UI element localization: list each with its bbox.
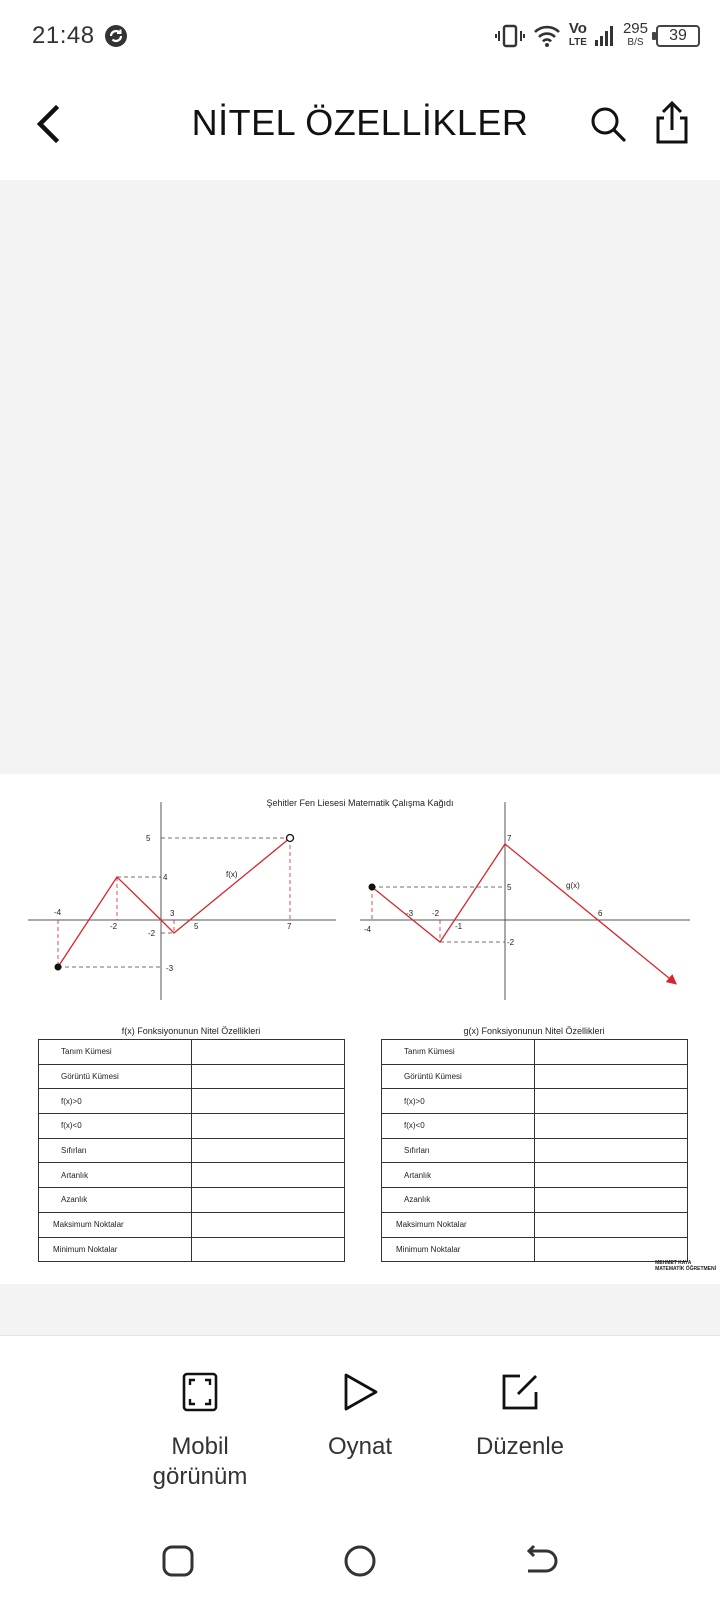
table-row [39,1212,345,1237]
g-tick-x-m4: -4 [364,925,372,934]
share-icon[interactable] [650,100,694,146]
row-label: Maksimum Noktalar [382,1212,535,1237]
nav-back-icon[interactable] [520,1541,560,1581]
signal-icon [595,25,615,47]
row-label: Görüntü Kümesi [382,1064,535,1089]
f-tick-x-7: 7 [287,922,292,931]
system-nav-bar [0,1505,720,1612]
f-tick-x-m4: -4 [54,908,62,917]
status-bar [0,0,720,72]
f-tick-y-4: 4 [163,873,168,882]
row-label: f(x)>0 [39,1089,192,1114]
table-row [39,1064,345,1089]
answer-cell [535,1237,688,1262]
f-properties-table [38,1039,345,1262]
g-tick-y-m2: -2 [507,938,515,947]
table-row [382,1089,688,1114]
answer-cell [535,1040,688,1065]
mobile-view-label: Mobil görünüm [152,1433,248,1490]
play-button[interactable] [280,1372,440,1462]
table-row [382,1212,688,1237]
g-graph [360,802,690,1000]
g-tick-x-m2: -2 [432,909,440,918]
row-label: Azanlık [382,1188,535,1213]
f-start-point [55,964,62,971]
document-viewer[interactable] [0,180,720,1335]
g-tick-y-7: 7 [507,834,512,843]
answer-cell [192,1040,345,1065]
mobile-view-button[interactable] [120,1372,280,1492]
edit-label: Düzenle [475,1433,565,1460]
row-label: Maksimum Noktalar [39,1212,192,1237]
row-label: Artanlık [39,1163,192,1188]
answer-cell [192,1138,345,1163]
answer-cell [192,1237,345,1262]
play-label: Oynat [327,1433,393,1460]
network-speed: 295 B/S [622,20,648,48]
worksheet-page [0,774,720,1284]
network-type: Vo LTE [568,20,587,48]
home-icon[interactable] [340,1541,380,1581]
table-row [382,1188,688,1213]
f-table-caption: f(x) Fonksiyonunun Nitel Özellikleri [121,1026,261,1036]
answer-cell [535,1163,688,1188]
row-label: Minimum Noktalar [382,1237,535,1262]
answer-cell [192,1188,345,1213]
table-row [39,1114,345,1139]
row-label: Azanlık [39,1188,192,1213]
answer-cell [535,1064,688,1089]
f-tick-y-m2: -2 [148,929,156,938]
g-tick-x-m1: -1 [455,922,463,931]
g-properties-table [381,1039,688,1262]
page-title: NİTEL ÖZELLİKLER [191,102,529,143]
g-start-point [369,884,376,891]
credit-name: MEHMET KAYA [655,1260,692,1266]
vibrate-icon [495,24,525,48]
answer-cell [192,1089,345,1114]
credit-title: MATEMATİK ÖĞRETMENİ [655,1266,716,1272]
table-row [39,1188,345,1213]
f-tick-y-5: 5 [146,834,151,843]
g-curve [372,844,675,983]
row-label: Minimum Noktalar [39,1237,192,1262]
f-end-open-point [287,835,294,842]
row-label: Sıfırları [382,1138,535,1163]
answer-cell [535,1089,688,1114]
table-row [382,1064,688,1089]
function-graphs [0,774,720,1024]
answer-cell [535,1212,688,1237]
table-row [39,1237,345,1262]
table-row [39,1089,345,1114]
table-row [39,1163,345,1188]
f-tick-x-5: 5 [194,922,199,931]
sync-icon [104,24,128,48]
row-label: Tanım Kümesi [382,1040,535,1065]
author-credit [655,1260,716,1272]
row-label: f(x)<0 [39,1114,192,1139]
row-label: Sıfırları [39,1138,192,1163]
play-icon [340,1372,380,1412]
back-chevron-icon[interactable] [26,100,74,148]
table-row [382,1114,688,1139]
edit-icon [500,1372,540,1412]
g-curve-label: g(x) [566,881,580,890]
g-tick-y-5: 5 [507,883,512,892]
row-label: Artanlık [382,1163,535,1188]
row-label: f(x)<0 [382,1114,535,1139]
answer-cell [192,1114,345,1139]
answer-cell [535,1138,688,1163]
f-curve [58,838,290,967]
table-row [39,1040,345,1065]
g-table-caption: g(x) Fonksiyonunun Nitel Özellikleri [463,1026,605,1036]
app-header [0,72,720,180]
answer-cell [192,1064,345,1089]
search-icon[interactable] [586,102,630,146]
wifi-icon [533,24,561,48]
answer-cell [535,1188,688,1213]
edit-button[interactable] [440,1372,600,1462]
f-curve-label: f(x) [226,870,238,879]
f-tick-x-3: 3 [170,909,175,918]
table-row [382,1237,688,1262]
answer-cell [535,1114,688,1139]
row-label: f(x)>0 [382,1089,535,1114]
worksheet-title: Şehitler Fen Liesesi Matematik Çalışma Kağıdı [266,798,454,808]
f-graph [28,802,336,1000]
row-label: Tanım Kümesi [39,1040,192,1065]
g-tick-x-m3: -3 [406,909,414,918]
table-row [382,1040,688,1065]
table-row [382,1163,688,1188]
battery-level: 39 [669,27,687,44]
answer-cell [192,1212,345,1237]
table-row [39,1138,345,1163]
g-tick-x-6: 6 [598,909,603,918]
table-row [382,1138,688,1163]
status-time: 21:48 [32,22,95,49]
battery-indicator [656,25,700,47]
fullscreen-frame-icon [182,1372,218,1412]
recent-apps-icon[interactable] [158,1541,198,1581]
status-icons [495,18,700,54]
f-tick-y-m3: -3 [166,964,174,973]
f-tick-x-m2: -2 [110,922,118,931]
answer-cell [192,1163,345,1188]
bottom-action-bar [0,1335,720,1505]
row-label: Görüntü Kümesi [39,1064,192,1089]
